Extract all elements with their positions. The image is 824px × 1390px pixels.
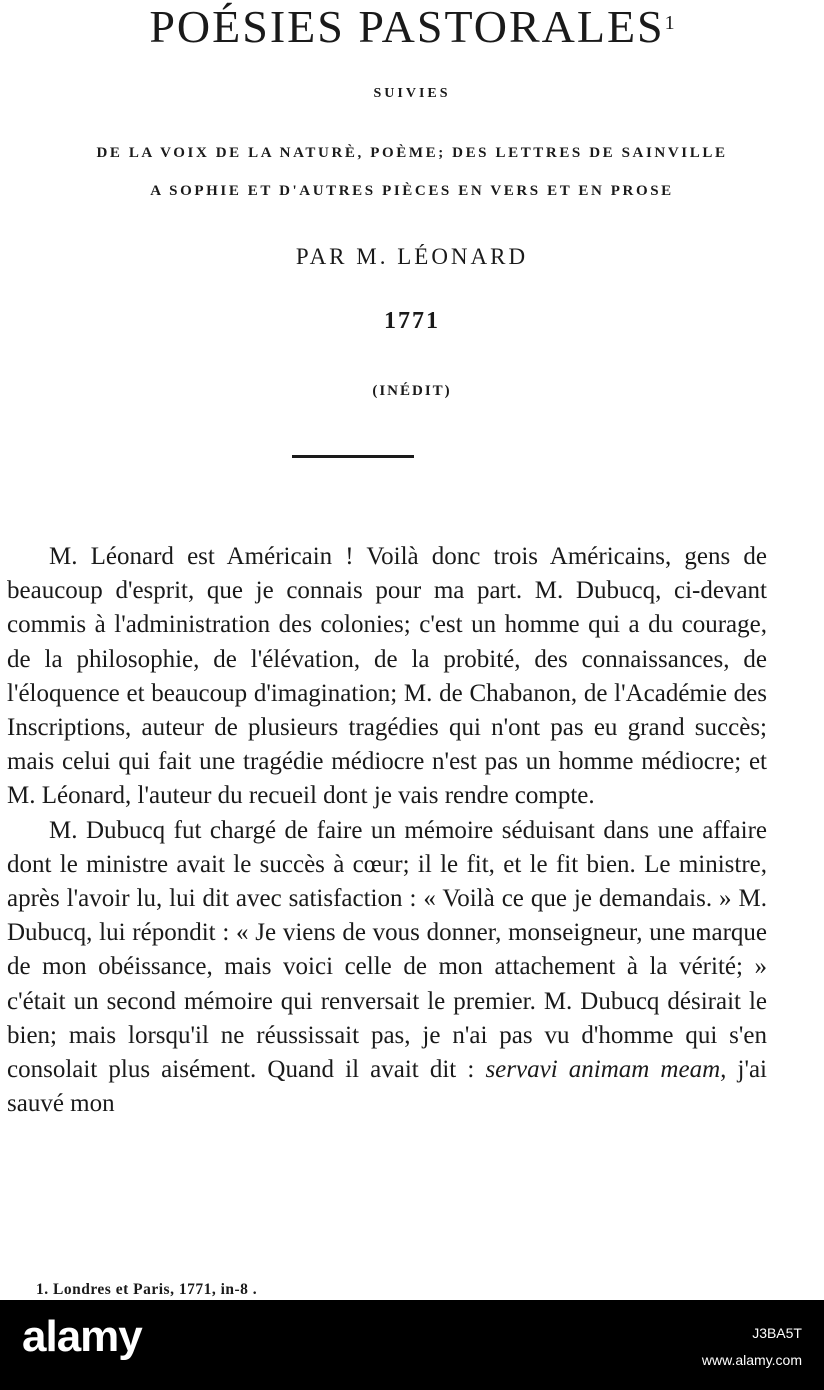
body-text bbox=[7, 540, 767, 1121]
subtitle-line-1: DE LA VOIX DE LA NATURÈ, POÈME; DES LETTRES DE SAINVILLE bbox=[96, 145, 728, 161]
paragraph-2-tail: j'ai sauvé mon bbox=[7, 1056, 768, 1118]
footnote: 1. Londres et Paris, 1771, in-8 . bbox=[36, 1281, 258, 1298]
publication-year: 1771 bbox=[384, 308, 440, 334]
suivies-label: SUIVIES bbox=[373, 86, 451, 101]
paragraph-2 bbox=[7, 814, 767, 1122]
alamy-logo: alamy bbox=[22, 1312, 142, 1361]
image-id: J3BA5T bbox=[752, 1325, 802, 1341]
page-title bbox=[0, 2, 824, 52]
inedit-label: (INÉDIT) bbox=[372, 383, 452, 399]
title-text: POÉSIES PASTORALES bbox=[149, 1, 665, 52]
subtitle-line-2: A SOPHIE ET D'AUTRES PIÈCES EN VERS ET EN PROSE bbox=[150, 183, 674, 199]
watermark-banner bbox=[0, 1300, 824, 1390]
paragraph-1: M. Léonard est Américain ! Voilà donc trois Américains, gens de beaucoup d'esprit, que je connais pour ma part. M. Dubucq, ci-devant commis à l'administration des colonies; c'est un homme qui a du courage, de la philosophie, de l'élévation, de la probité, des connaissances, de l'éloquence et beaucoup d'imagination; M. de Chabanon, de l'Académie des Inscriptions, auteur de plusieurs tragédies qui n'ont pas eu grand succès; mais celui qui fait une tragédie médiocre n'est pas un homme médiocre; et M. Léonard, l'auteur du recueil dont je vais rendre compte. bbox=[7, 543, 767, 810]
latin-quote: servavi animam meam, bbox=[485, 1056, 727, 1084]
section-divider bbox=[292, 455, 414, 458]
author-line: PAR M. LÉONARD bbox=[295, 244, 529, 269]
footnote-marker: 1 bbox=[664, 12, 675, 34]
paragraph-2-text: M. Dubucq fut chargé de faire un mémoire séduisant dans une affaire dont le ministre avait le succès à cœur; il le fit, et le fit bien. Le ministre, après l'avoir lu, lui dit avec satisfaction : « Voilà ce que je demandais. » M. Dubucq, lui répondit : « Je viens de vous donner, monseigneur, une marque de mon obéissance, mais voici celle de mon attachement à la vérité; » c'était un second mémoire qui renversait le premier. M. Dubucq désirait le bien; mais lorsqu'il ne réussissait pas, je n'ai pas vu d'homme qui s'en consolait plus aisément. Quand il avait dit : bbox=[7, 816, 767, 1084]
watermark-url: www.alamy.com bbox=[701, 1352, 802, 1368]
